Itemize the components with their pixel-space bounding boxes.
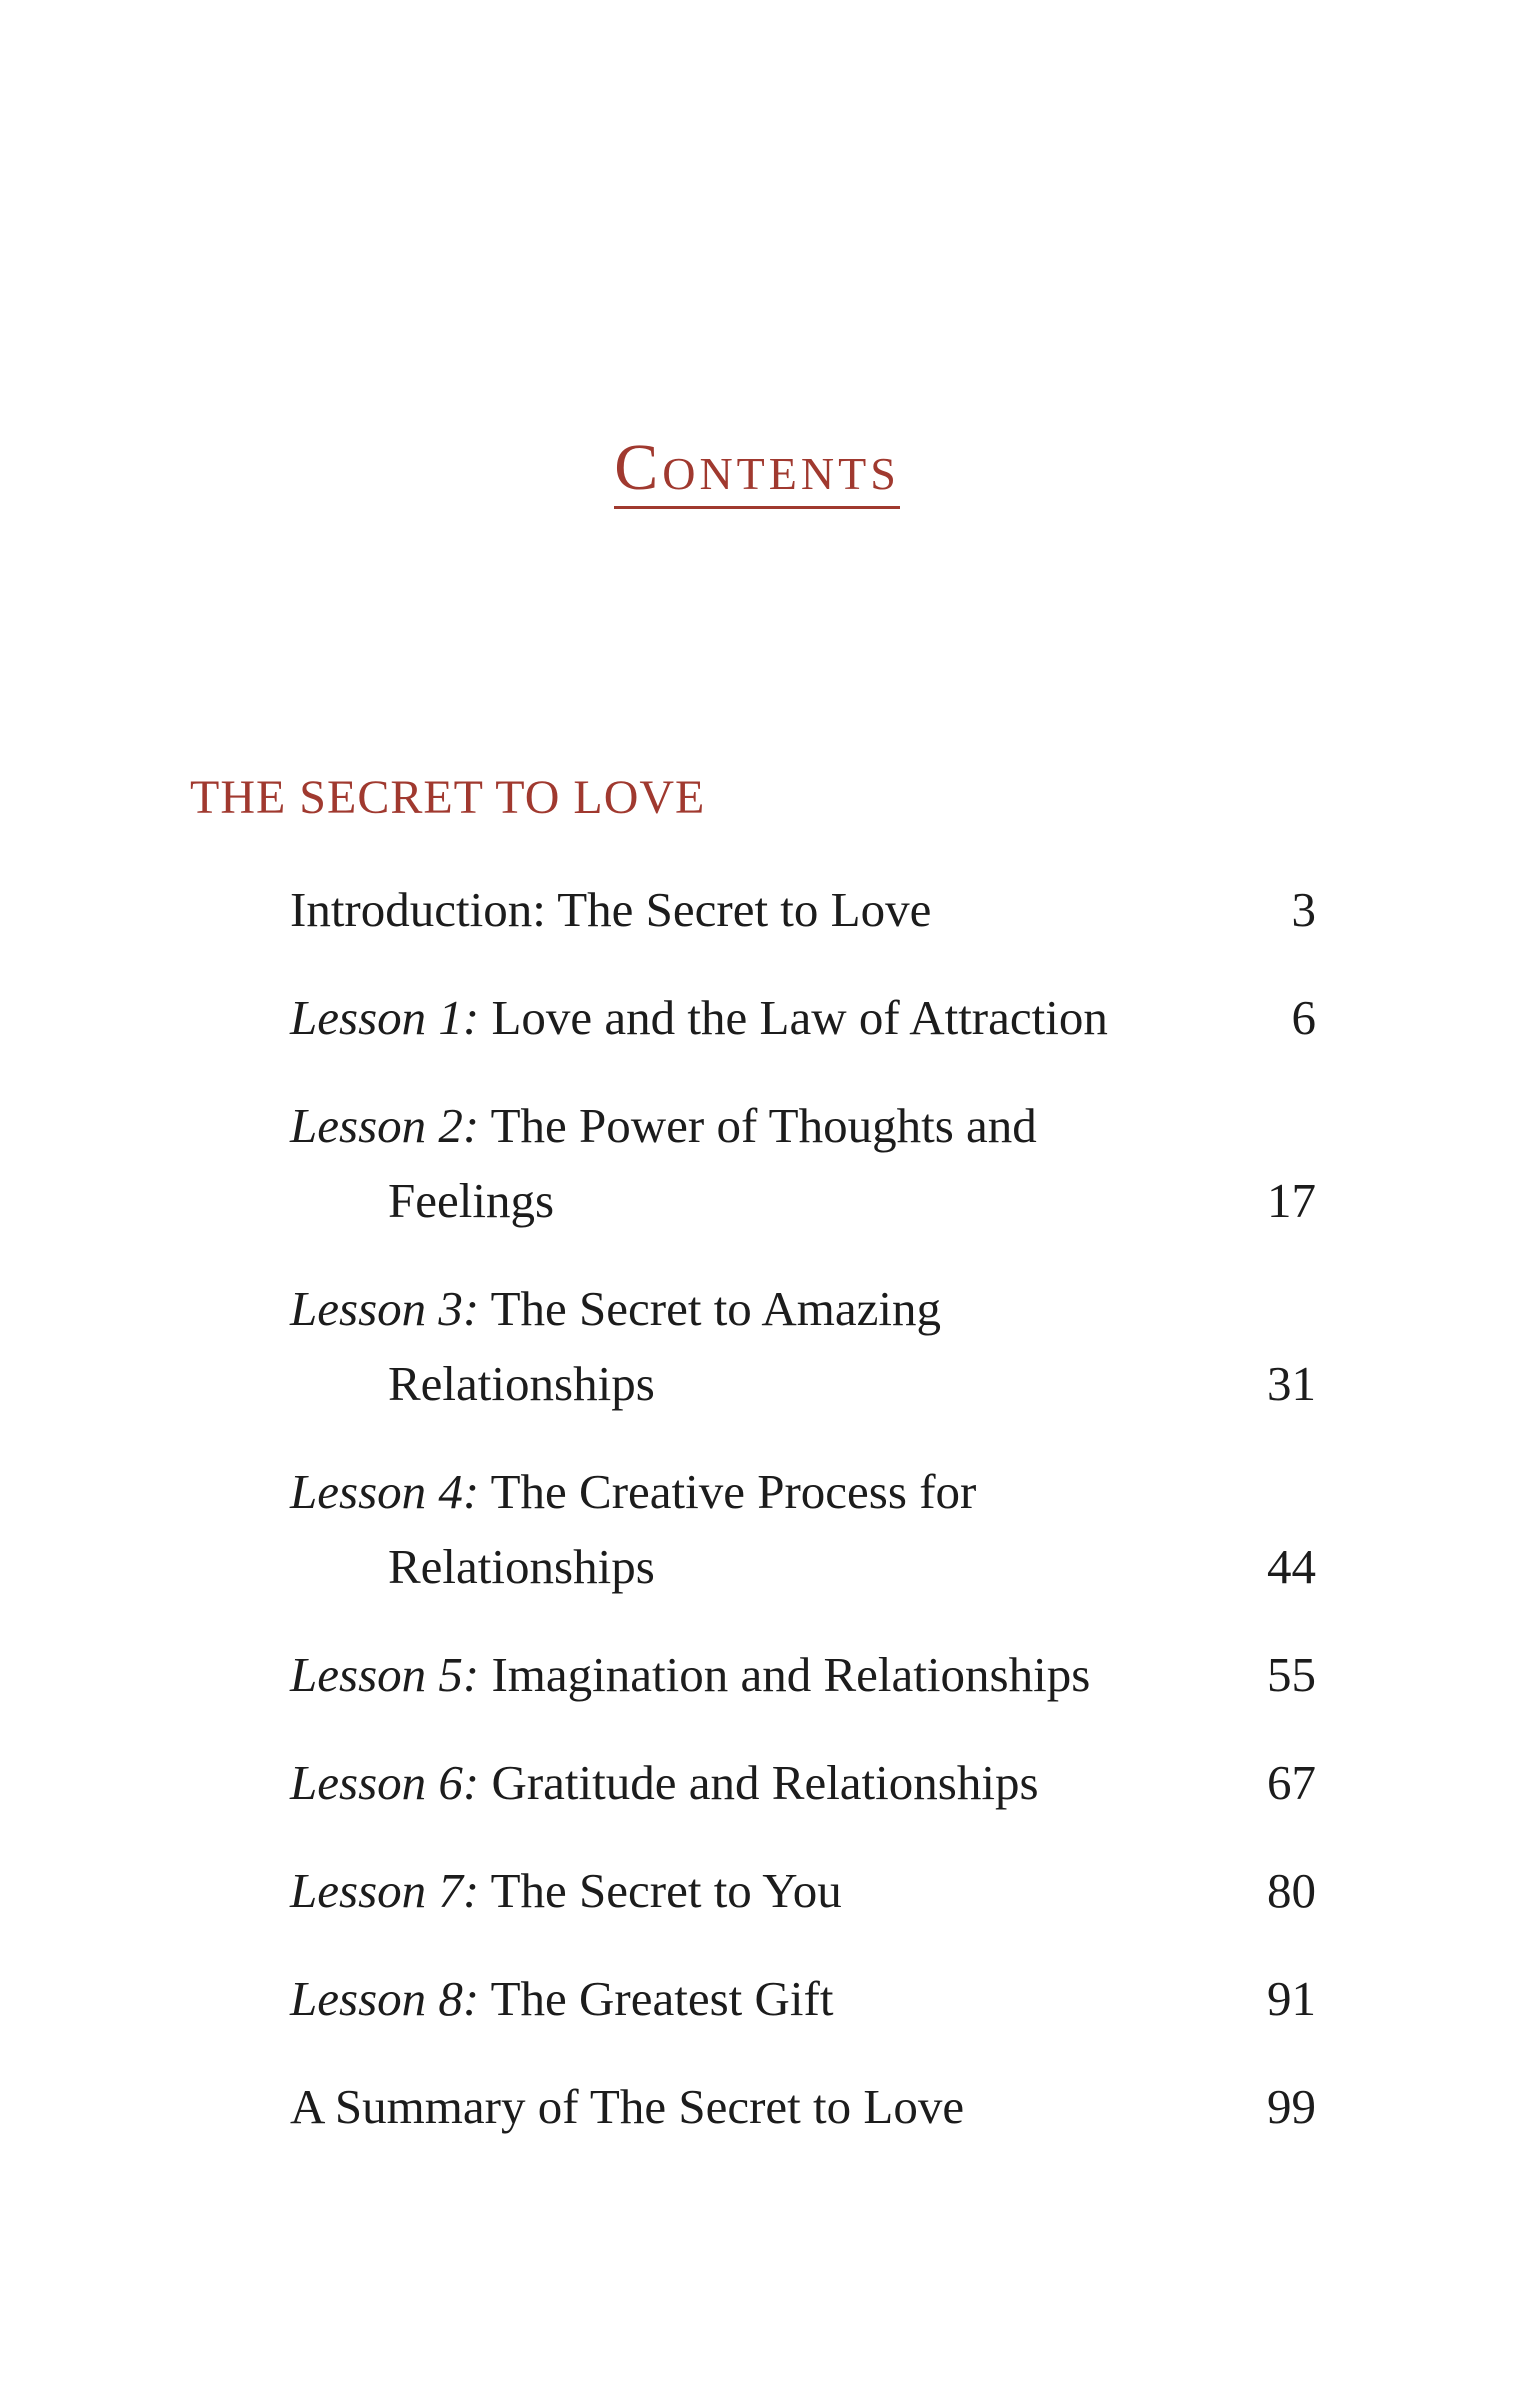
- entry-title: Gratitude and Relationships: [479, 1755, 1039, 1810]
- lesson-prefix: Lesson 1:: [290, 990, 480, 1045]
- entry-title: The Greatest Gift: [479, 1971, 834, 2026]
- entry-title: The Power of Thoughts and: [479, 1098, 1037, 1153]
- toc-entry-title-line: [290, 1961, 1316, 2036]
- entry-title: Introduction: The Secret to Love: [290, 882, 932, 937]
- page-title-text: Contents: [614, 431, 900, 509]
- toc-entry-introduction: [290, 872, 1316, 980]
- page-title: [0, 430, 1514, 506]
- toc-entry-title-line: [290, 1637, 1316, 1712]
- page-number: 80: [1267, 1863, 1316, 1918]
- page-number: 3: [1291, 882, 1316, 937]
- entry-title-continuation: Relationships: [388, 1356, 655, 1411]
- toc-entry-lesson-2: [290, 1088, 1316, 1271]
- lesson-prefix: Lesson 8:: [290, 1971, 480, 2026]
- entry-title: A Summary of The Secret to Love: [290, 2079, 965, 2134]
- entry-title-continuation: Relationships: [388, 1539, 655, 1594]
- lesson-prefix: Lesson 4:: [290, 1464, 480, 1519]
- toc-entry-title-line: [290, 1745, 1316, 1820]
- toc-entry-lesson-1: [290, 980, 1316, 1088]
- toc-entry-lesson-5: [290, 1637, 1316, 1745]
- toc-entry-lesson-8: [290, 1961, 1316, 2069]
- toc-entry-title-line: [290, 872, 1316, 947]
- lesson-prefix: Lesson 6:: [290, 1755, 480, 1810]
- toc-entry-title-line: [290, 980, 1316, 1055]
- section-heading: THE SECRET TO LOVE: [190, 771, 706, 824]
- lesson-prefix: Lesson 3:: [290, 1281, 480, 1336]
- entry-title: The Secret to You: [479, 1863, 842, 1918]
- entry-title: The Secret to Amazing: [479, 1281, 941, 1336]
- lesson-prefix: Lesson 5:: [290, 1647, 480, 1702]
- page-number: 44: [1267, 1539, 1316, 1594]
- toc-entry-title-line: [290, 1853, 1316, 1928]
- lesson-prefix: Lesson 2:: [290, 1098, 480, 1153]
- toc-entry-lesson-3: [290, 1271, 1316, 1454]
- page-number: 67: [1267, 1755, 1316, 1810]
- entry-title-continuation: Feelings: [388, 1173, 555, 1228]
- toc-entry-lesson-7: [290, 1853, 1316, 1961]
- page-number: 55: [1267, 1647, 1316, 1702]
- toc-entry-title-line: [290, 2069, 1316, 2144]
- toc-entry-title-line: [290, 1454, 1316, 1529]
- entry-title: Imagination and Relationships: [479, 1647, 1091, 1702]
- toc-list: [290, 872, 1316, 2177]
- page-number: 91: [1267, 1971, 1316, 2026]
- entry-title: Love and the Law of Attraction: [479, 990, 1108, 1045]
- lesson-prefix: Lesson 7:: [290, 1863, 480, 1918]
- toc-entry-title-line: [290, 1088, 1316, 1163]
- toc-entry-title-line: [290, 1271, 1316, 1346]
- toc-entry-summary: [290, 2069, 1316, 2177]
- page-number: 99: [1267, 2079, 1316, 2134]
- toc-entry-lesson-4: [290, 1454, 1316, 1637]
- entry-title: The Creative Process for: [479, 1464, 977, 1519]
- page-number: 31: [1267, 1356, 1316, 1411]
- toc-entry-lesson-6: [290, 1745, 1316, 1853]
- page-number: 17: [1267, 1173, 1316, 1228]
- page-number: 6: [1291, 990, 1316, 1045]
